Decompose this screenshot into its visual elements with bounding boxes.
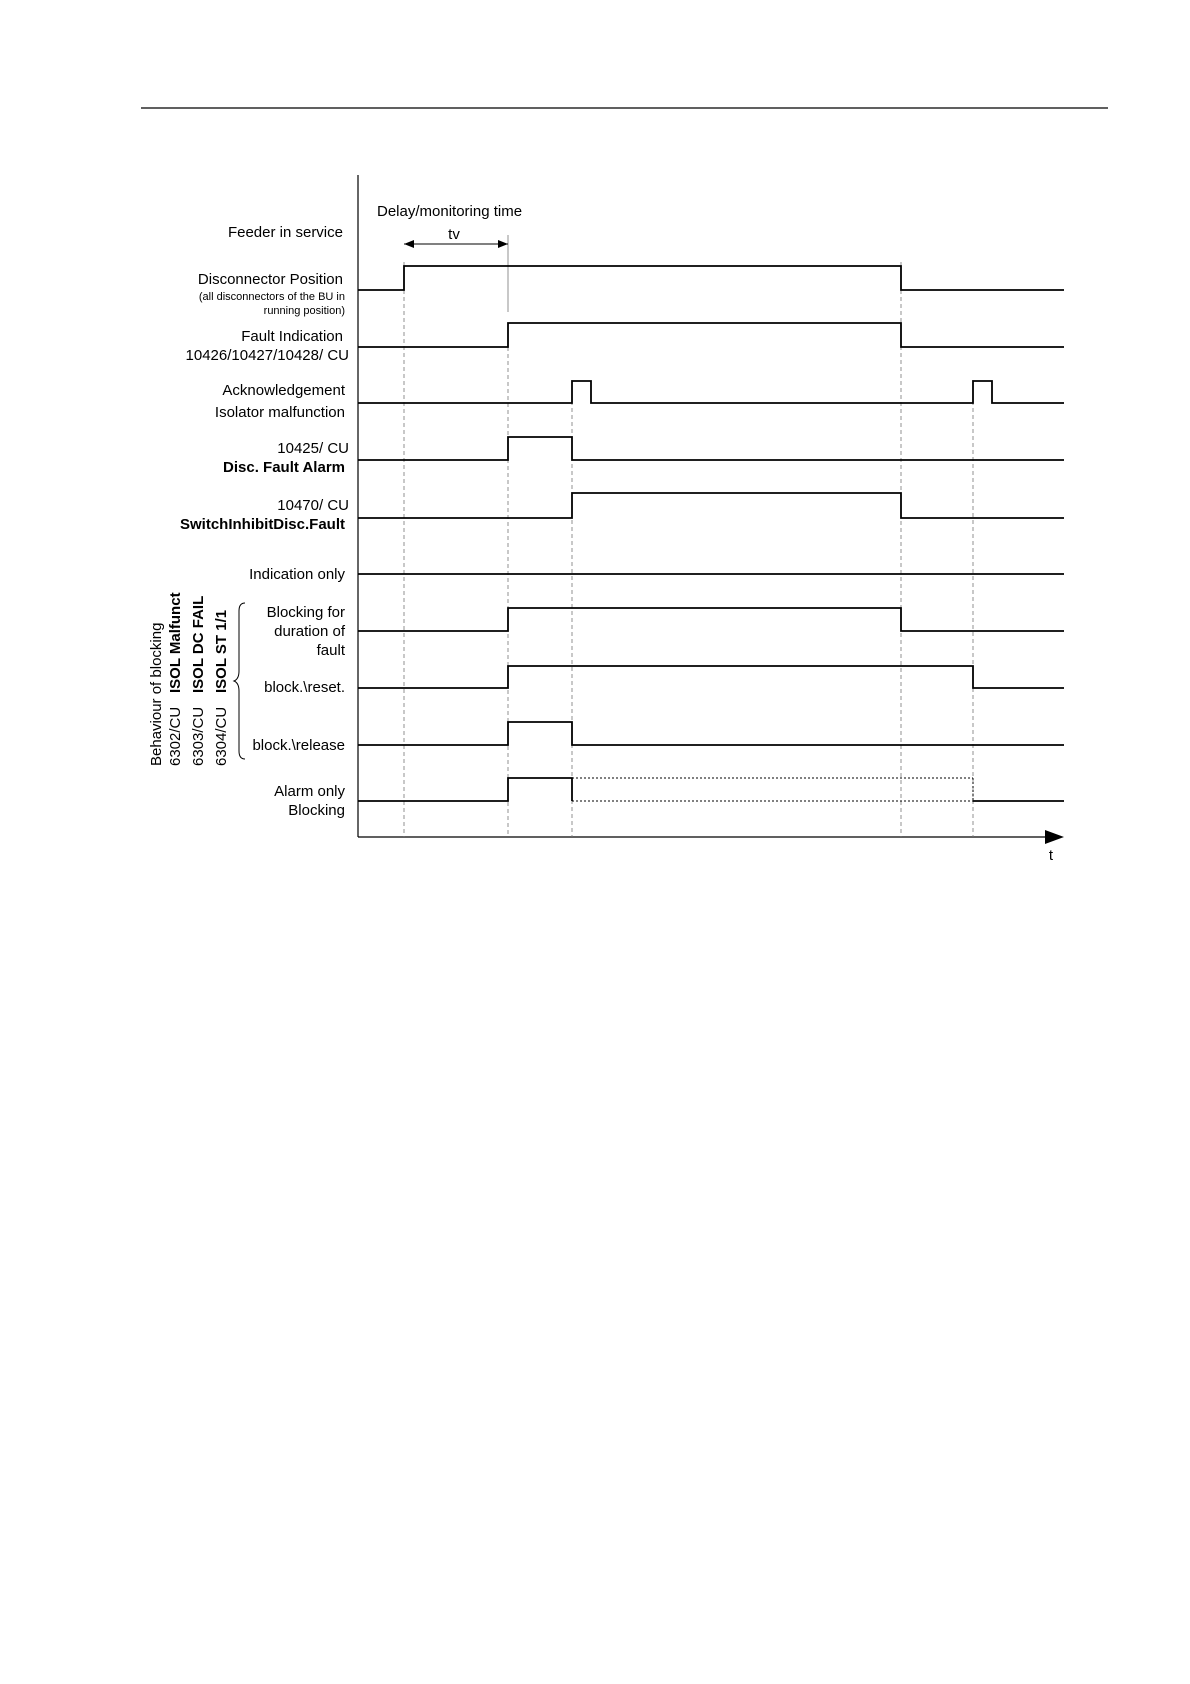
wave-block-reset	[358, 666, 1064, 688]
vlabel-isol-dc-fail: ISOL DC FAIL	[190, 595, 207, 693]
wave-block-release	[358, 722, 1064, 745]
label-alarm-only: Alarm only	[274, 783, 345, 800]
vertical-labels	[148, 592, 230, 766]
label-indication-only: Indication only	[249, 566, 345, 583]
wave-blocking-duration	[358, 608, 1064, 631]
vlabel-6303-cu: 6303/CU	[190, 706, 207, 766]
label-10425-cu: 10425/ CU	[277, 440, 349, 457]
vlabel-isol-st-1-1: ISOL ST 1/1	[213, 609, 230, 693]
label-fault-indication: Fault Indication	[241, 328, 343, 345]
label-blocking-for: Blocking for	[266, 604, 345, 621]
wave-alarm-only-blocking	[358, 778, 572, 801]
blocking-brace	[234, 603, 245, 759]
label-fault: fault	[316, 642, 345, 659]
alarm-dotted-extension	[572, 778, 973, 801]
wave-disc-fault-alarm	[358, 437, 1064, 460]
wave-switch-inhibit	[358, 493, 1064, 518]
label-blocking: Blocking	[288, 802, 345, 819]
label-disconnector-note-1: (all disconnectors of the BU in	[198, 291, 345, 303]
label-switch-inhibit: SwitchInhibitDisc.Fault	[179, 516, 345, 533]
vlabel-6302-cu: 6302/CU	[167, 706, 184, 766]
tv-label: tv	[448, 226, 460, 243]
t-axis-label: t	[1048, 847, 1054, 864]
wave-acknowledgement	[358, 381, 1064, 403]
label-block-release: block.\release	[252, 737, 345, 754]
vlabel-isol-malfunct: ISOL Malfunct	[167, 592, 184, 693]
x-axis-arrow	[1045, 830, 1064, 844]
label-fault-indication-codes: 10426/10427/10428/ CU	[185, 347, 349, 364]
label-acknowledgement: Acknowledgement	[222, 382, 345, 399]
label-disconnector-position: Disconnector Position	[197, 271, 343, 288]
label-block-reset: block.\reset.	[264, 679, 345, 696]
label-isolator-malfunction: Isolator malfunction	[214, 404, 345, 421]
wave-disconnector-position	[358, 266, 1064, 290]
vlabel-6304-cu: 6304/CU	[213, 706, 230, 766]
label-10470-cu: 10470/ CU	[277, 497, 349, 514]
wave-fault-indication	[358, 323, 1064, 347]
label-feeder-in-service: Feeder in service	[227, 224, 343, 241]
delay-monitoring-label: Delay/monitoring time	[377, 203, 523, 220]
label-duration-of: duration of	[274, 623, 345, 640]
vlabel-behaviour-of-blocking: Behaviour of blocking	[148, 622, 165, 766]
label-disconnector-note-2: running position)	[263, 305, 345, 317]
label-disc-fault-alarm: Disc. Fault Alarm	[223, 459, 345, 476]
waveforms	[358, 266, 1064, 801]
tv-arrow-left	[404, 240, 414, 248]
tv-arrow-right	[498, 240, 508, 248]
time-markers	[404, 262, 973, 837]
